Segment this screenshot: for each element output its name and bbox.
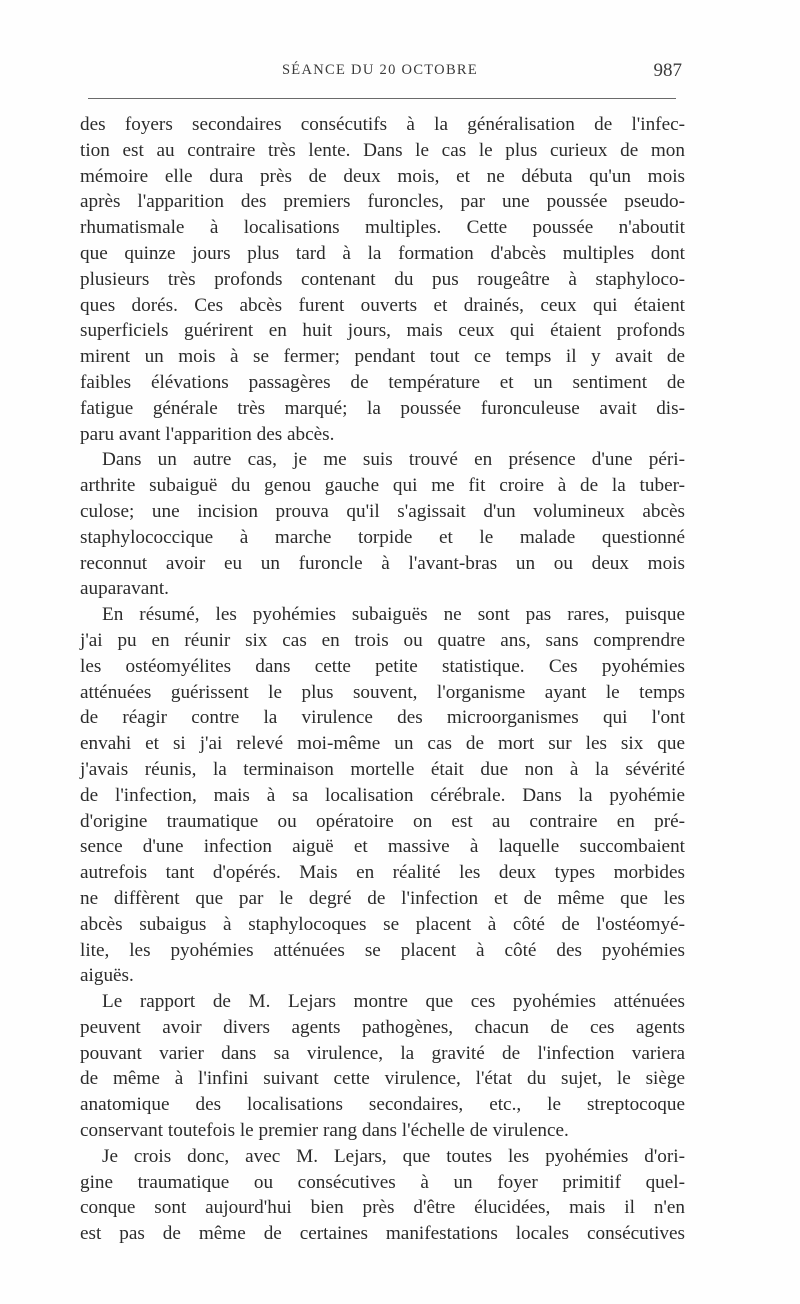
text-line: tion est au contraire très lente. Dans le cas le plus curieux de mon <box>80 139 685 161</box>
text-line: atténuées guérissent le plus souvent, l'organisme ayant le temps <box>80 681 685 703</box>
text-line: les ostéomyélites dans cette petite statistique. Ces pyohémies <box>80 655 685 677</box>
text-line: de l'infection, mais à sa localisation cérébrale. Dans la pyohémie <box>80 784 685 806</box>
text-line: de réagir contre la virulence des microorganismes qui l'ont <box>80 707 685 729</box>
page-number: 987 <box>653 60 682 81</box>
paragraph-3 <box>80 602 685 989</box>
body-text <box>80 112 685 1247</box>
text-line: arthrite subaiguë du genou gauche qui me fit croire à de la tuber- <box>80 475 685 497</box>
text-line: Le rapport de M. Lejars montre que ces pyohémies atténuées <box>102 991 685 1013</box>
text-line: superficiels guérirent en huit jours, mais ceux qui étaient profonds <box>80 320 685 342</box>
text-line: rhumatismale à localisations multiples. Cette poussée n'aboutit <box>80 217 685 239</box>
text-line: conservant toutefois le premier rang dans l'échelle de virulence. <box>80 1120 569 1142</box>
text-line: autrefois tant d'opérés. Mais en réalité les deux types morbides <box>80 862 685 884</box>
text-line: faibles élévations passagères de température et un sentiment de <box>80 371 685 393</box>
paragraph-1 <box>80 112 685 447</box>
text-line: conque sont aujourd'hui bien près d'être élucidées, mais il n'en <box>80 1197 685 1219</box>
paragraph-4 <box>80 989 685 1144</box>
header-rule <box>88 98 676 99</box>
text-line: j'ai pu en réunir six cas en trois ou quatre ans, sans comprendre <box>80 629 685 651</box>
text-line: staphylococcique à marche torpide et le malade questionné <box>80 526 685 548</box>
text-line: est pas de même de certaines manifestations locales consécutives <box>80 1223 685 1245</box>
text-line: gine traumatique ou consécutives à un foyer primitif quel- <box>80 1171 685 1193</box>
text-line: d'origine traumatique ou opératoire on est au contraire en pré- <box>80 810 685 832</box>
text-line: après l'apparition des premiers furoncles, par une poussée pseudo- <box>80 191 685 213</box>
text-line: pouvant varier dans sa virulence, la gravité de l'infection variera <box>80 1042 685 1064</box>
text-line: auparavant. <box>80 578 169 600</box>
paragraph-5 <box>80 1144 685 1247</box>
text-line: culose; une incision prouva qu'il s'agissait d'un volumineux abcès <box>80 500 685 522</box>
text-line: sence d'une infection aiguë et massive à laquelle succombaient <box>80 836 685 858</box>
text-line: abcès subaigus à staphylocoques se placent à côté de l'ostéomyé- <box>80 913 685 935</box>
text-line: que quinze jours plus tard à la formation d'abcès multiples dont <box>80 242 685 264</box>
text-line: aiguës. <box>80 965 134 987</box>
text-line: paru avant l'apparition des abcès. <box>80 423 335 445</box>
text-line: ne diffèrent que par le degré de l'infection et de même que les <box>80 887 685 909</box>
text-line: ques dorés. Ces abcès furent ouverts et drainés, ceux qui étaient <box>80 294 685 316</box>
text-line: lite, les pyohémies atténuées se placent à côté des pyohémies <box>80 939 685 961</box>
text-line: anatomique des localisations secondaires, etc., le streptocoque <box>80 1094 685 1116</box>
text-line: mémoire elle dura près de deux mois, et ne débuta qu'un mois <box>80 165 685 187</box>
text-line: peuvent avoir divers agents pathogènes, chacun de ces agents <box>80 1016 685 1038</box>
running-title: SÉANCE DU 20 OCTOBRE <box>281 62 479 78</box>
text-line: Je crois donc, avec M. Lejars, que toutes les pyohémies d'ori- <box>102 1145 685 1167</box>
text-line: En résumé, les pyohémies subaiguës ne sont pas rares, puisque <box>102 604 685 626</box>
text-line: reconnut avoir eu un furoncle à l'avant-bras un ou deux mois <box>80 552 685 574</box>
text-line: fatigue générale très marqué; la poussée furonculeuse avait dis- <box>80 397 685 419</box>
text-line: envahi et si j'ai relevé moi-même un cas de mort sur les six que <box>80 733 685 755</box>
text-line: Dans un autre cas, je me suis trouvé en présence d'une péri- <box>102 449 685 471</box>
text-line: j'avais réunis, la terminaison mortelle était due non à la sévérité <box>80 758 685 780</box>
paragraph-2 <box>80 447 685 602</box>
text-line: de même à l'infini suivant cette virulence, l'état du sujet, le siège <box>80 1068 685 1090</box>
text-line: des foyers secondaires consécutifs à la généralisation de l'infec- <box>80 114 685 135</box>
text-line: plusieurs très profonds contenant du pus rougeâtre à staphyloco- <box>80 268 685 290</box>
text-line: mirent un mois à se fermer; pendant tout ce temps il y avait de <box>80 346 685 368</box>
page-header <box>80 60 680 86</box>
